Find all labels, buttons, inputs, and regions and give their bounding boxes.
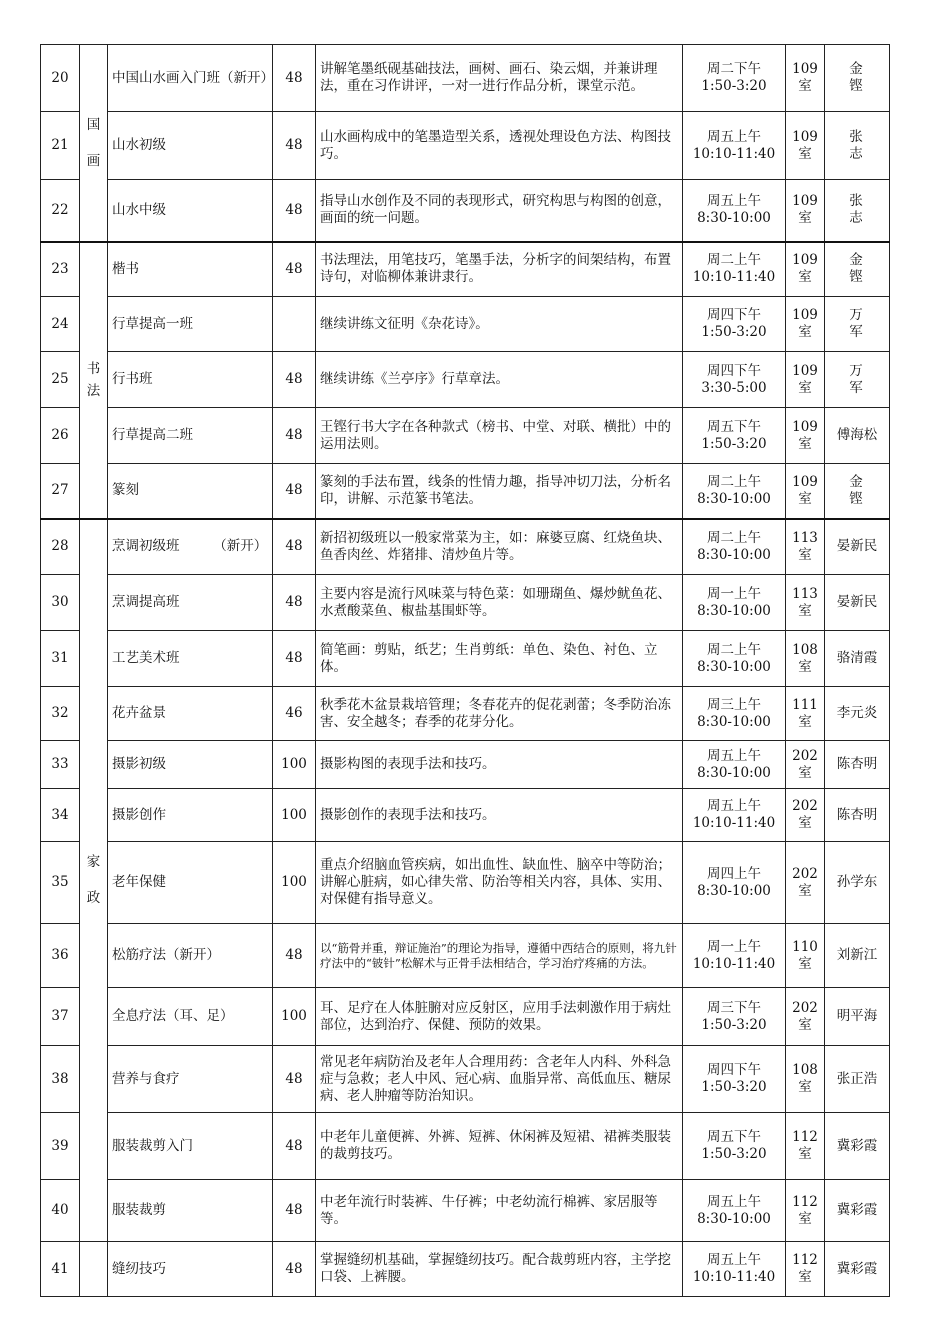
course-hours: 48 xyxy=(273,408,316,464)
course-hours: 100 xyxy=(273,842,316,924)
classroom: 109室 xyxy=(786,112,825,180)
course-hours: 100 xyxy=(273,789,316,842)
course-hours-range: 1:50-3:20 xyxy=(701,1146,767,1162)
course-time xyxy=(683,297,786,352)
row-number: 24 xyxy=(41,297,80,352)
row-number: 21 xyxy=(41,112,80,180)
course-day: 周二上午 xyxy=(707,252,761,269)
teacher-name: 金铿 xyxy=(825,242,890,297)
row-number: 31 xyxy=(41,631,80,687)
course-hours-range: 8:30-10:00 xyxy=(697,210,771,227)
table-row xyxy=(41,789,890,842)
teacher-name: 金铿 xyxy=(825,464,890,519)
course-hours: 48 xyxy=(273,242,316,297)
course-content: 中老年儿童便裤、外裤、短裤、休闲裤及短裙、裙裤类服装的裁剪技巧。 xyxy=(316,1113,683,1180)
teacher-name: 万军 xyxy=(825,297,890,352)
teacher-name: 晏新民 xyxy=(825,575,890,631)
teacher-name: 孙学东 xyxy=(825,842,890,924)
course-day: 周三下午 xyxy=(707,999,761,1016)
table-row xyxy=(41,1046,890,1113)
teacher-name: 李元炎 xyxy=(825,687,890,741)
course-hours-range: 10:10-11:40 xyxy=(692,269,776,286)
course-time xyxy=(683,519,786,575)
table-row xyxy=(41,242,890,297)
category-char: 家 xyxy=(86,854,101,871)
course-day: 周二下午 xyxy=(707,61,761,77)
course-hours: 48 xyxy=(273,352,316,408)
row-number: 22 xyxy=(41,180,80,242)
course-day: 周五下午 xyxy=(707,418,761,435)
course-content: 重点介绍脑血管疾病，如出血性、缺血性、脑卒中等防治；讲解心脏病，如心律失常、防治等相关内容，具体、实用、对保健有指导意义。 xyxy=(316,842,683,924)
course-hours: 48 xyxy=(273,1046,316,1113)
course-name: 烹调初级班 （新开） xyxy=(108,519,273,575)
course-hours: 48 xyxy=(273,519,316,575)
teacher-name: 陈杏明 xyxy=(825,741,890,789)
course-content: 摄影构图的表现手法和技巧。 xyxy=(316,741,683,789)
course-content: 中老年流行时装裤、牛仔裤；中老幼流行棉裤、家居服等等。 xyxy=(316,1180,683,1242)
course-time xyxy=(683,1242,786,1297)
table-row xyxy=(41,297,890,352)
course-day: 周四上午 xyxy=(707,865,761,882)
table-row xyxy=(41,1180,890,1242)
row-number: 27 xyxy=(41,464,80,519)
course-day: 周一上午 xyxy=(707,938,761,955)
table-row xyxy=(41,924,890,988)
course-hours-range: 10:10-11:40 xyxy=(692,955,776,972)
classroom: 108室 xyxy=(786,1046,825,1113)
course-hours xyxy=(273,297,316,352)
course-hours-range: 8:30-10:00 xyxy=(697,713,771,730)
course-day: 周五上午 xyxy=(707,1193,761,1210)
classroom: 112室 xyxy=(786,1113,825,1180)
classroom: 108室 xyxy=(786,631,825,687)
course-day: 周一上午 xyxy=(707,585,761,602)
classroom: 109室 xyxy=(786,297,825,352)
category-char: 法 xyxy=(86,383,101,399)
course-hours-range: 8:30-10:00 xyxy=(697,1210,771,1227)
teacher-name: 张志 xyxy=(825,112,890,180)
course-content: 摄影创作的表现手法和技巧。 xyxy=(316,789,683,842)
course-time xyxy=(683,789,786,842)
teacher-name: 冀彩霞 xyxy=(825,1113,890,1180)
course-time xyxy=(683,242,786,297)
course-name: 花卉盆景 xyxy=(108,687,273,741)
classroom: 110室 xyxy=(786,924,825,988)
course-day: 周四下午 xyxy=(707,1062,761,1078)
row-number: 41 xyxy=(41,1242,80,1297)
course-content: 篆刻的手法布置，线条的性情力趣，指导冲切刀法，分析名印，讲解、示范篆书笔法。 xyxy=(316,464,683,519)
course-hours: 48 xyxy=(273,45,316,112)
course-name: 营养与食疗 xyxy=(108,1046,273,1113)
table-row xyxy=(41,988,890,1046)
row-number: 26 xyxy=(41,408,80,464)
classroom: 109室 xyxy=(786,408,825,464)
category-cell xyxy=(80,519,108,1242)
row-number: 34 xyxy=(41,789,80,842)
course-hours-range: 8:30-10:00 xyxy=(697,546,771,563)
category-char: 书 xyxy=(86,361,101,377)
course-name: 楷书 xyxy=(108,242,273,297)
course-hours-range: 1:50-3:20 xyxy=(701,324,767,340)
category-char: 画 xyxy=(86,152,101,169)
course-time xyxy=(683,631,786,687)
course-name: 工艺美术班 xyxy=(108,631,273,687)
course-hours-range: 8:30-10:00 xyxy=(697,490,771,507)
course-time xyxy=(683,687,786,741)
course-hours-range: 1:50-3:20 xyxy=(701,78,767,94)
table-row xyxy=(41,575,890,631)
course-day: 周二上午 xyxy=(707,529,761,546)
course-content: 耳、足疗在人体脏腑对应反射区，应用手法刺激作用于病灶部位，达到治疗、保健、预防的效果。 xyxy=(316,988,683,1046)
course-hours-range: 1:50-3:20 xyxy=(701,1016,767,1033)
teacher-name: 金铿 xyxy=(825,45,890,112)
course-content: 指导山水创作及不同的表现形式，研究构思与构图的创意，画面的统一问题。 xyxy=(316,180,683,242)
course-content: 常见老年病防治及老年人合理用药：含老年人内科、外科急症与急救；老人中风、冠心病、血脂异常、高低血压、糖尿病、老人肿瘤等防治知识。 xyxy=(316,1046,683,1113)
classroom: 113室 xyxy=(786,519,825,575)
classroom: 202室 xyxy=(786,741,825,789)
course-name: 篆刻 xyxy=(108,464,273,519)
course-time xyxy=(683,575,786,631)
course-name: 山水中级 xyxy=(108,180,273,242)
course-hours: 48 xyxy=(273,1113,316,1180)
teacher-name: 骆清霞 xyxy=(825,631,890,687)
course-hours: 48 xyxy=(273,575,316,631)
table-row xyxy=(41,352,890,408)
course-name: 行草提高二班 xyxy=(108,408,273,464)
teacher-name: 晏新民 xyxy=(825,519,890,575)
table-row xyxy=(41,631,890,687)
course-time xyxy=(683,924,786,988)
course-hours-range: 3:30-5:00 xyxy=(701,379,767,396)
course-schedule-table xyxy=(40,44,890,1297)
course-time xyxy=(683,1180,786,1242)
course-content: 以“筋骨并重，辩证施治”的理论为指导，遵循中西结合的原则，将九针疗法中的“铍针”松解术与正骨手法相结合，学习治疗疼痛的方法。 xyxy=(316,924,683,988)
table-body xyxy=(41,45,890,1297)
row-number: 25 xyxy=(41,352,80,408)
course-hours: 48 xyxy=(273,631,316,687)
classroom: 109室 xyxy=(786,242,825,297)
table-row xyxy=(41,408,890,464)
course-hours: 48 xyxy=(273,1242,316,1297)
classroom: 109室 xyxy=(786,352,825,408)
course-day: 周五上午 xyxy=(707,747,761,764)
course-content: 秋季花木盆景栽培管理；冬春花卉的促花剥蕾；冬季防治冻害、安全越冬；春季的花芽分化。 xyxy=(316,687,683,741)
course-hours-range: 1:50-3:20 xyxy=(701,1079,767,1095)
course-content: 简笔画：剪贴，纸艺；生肖剪纸：单色、染色、衬色、立体。 xyxy=(316,631,683,687)
category-cell xyxy=(80,242,108,519)
course-day: 周三上午 xyxy=(707,696,761,713)
row-number: 40 xyxy=(41,1180,80,1242)
course-day: 周四下午 xyxy=(707,307,761,323)
category-cell xyxy=(80,1242,108,1297)
row-number: 20 xyxy=(41,45,80,112)
table-row xyxy=(41,464,890,519)
row-number: 32 xyxy=(41,687,80,741)
course-name: 全息疗法（耳、足） xyxy=(108,988,273,1046)
row-number: 28 xyxy=(41,519,80,575)
course-hours: 48 xyxy=(273,180,316,242)
course-day: 周五上午 xyxy=(707,798,761,814)
course-hours: 100 xyxy=(273,741,316,789)
course-day: 周四下午 xyxy=(707,362,761,379)
teacher-name: 张志 xyxy=(825,180,890,242)
course-hours: 48 xyxy=(273,464,316,519)
course-time xyxy=(683,408,786,464)
course-hours-range: 10:10-11:40 xyxy=(692,815,776,831)
classroom: 113室 xyxy=(786,575,825,631)
course-time xyxy=(683,842,786,924)
teacher-name: 张正浩 xyxy=(825,1046,890,1113)
row-number: 35 xyxy=(41,842,80,924)
course-hours-range: 8:30-10:00 xyxy=(697,882,771,899)
course-hours: 48 xyxy=(273,112,316,180)
course-name: 松筋疗法（新开） xyxy=(108,924,273,988)
classroom: 202室 xyxy=(786,988,825,1046)
course-name: 行书班 xyxy=(108,352,273,408)
course-name: 老年保健 xyxy=(108,842,273,924)
row-number: 33 xyxy=(41,741,80,789)
course-content: 主要内容是流行风味菜与特色菜：如珊瑚鱼、爆炒鱿鱼花、水煮酸菜鱼、椒盐基围虾等。 xyxy=(316,575,683,631)
course-time xyxy=(683,1046,786,1113)
classroom: 202室 xyxy=(786,789,825,842)
classroom: 109室 xyxy=(786,45,825,112)
classroom: 109室 xyxy=(786,464,825,519)
course-content: 书法理法，用笔技巧，笔墨手法，分析字的间架结构，布置诗句，对临柳体兼讲隶行。 xyxy=(316,242,683,297)
teacher-name: 万军 xyxy=(825,352,890,408)
course-hours-range: 8:30-10:00 xyxy=(697,602,771,619)
course-content: 掌握缝纫机基础，掌握缝纫技巧。配合裁剪班内容，主学挖口袋、上裤腰。 xyxy=(316,1242,683,1297)
course-hours-range: 10:10-11:40 xyxy=(692,145,776,162)
course-day: 周二上午 xyxy=(707,473,761,490)
course-hours: 46 xyxy=(273,687,316,741)
course-day: 周五上午 xyxy=(707,128,761,145)
course-content: 山水画构成中的笔墨造型关系，透视处理设色方法、构图技巧。 xyxy=(316,112,683,180)
teacher-name: 陈杏明 xyxy=(825,789,890,842)
course-content: 继续讲练文征明《杂花诗》。 xyxy=(316,297,683,352)
course-name: 服装裁剪入门 xyxy=(108,1113,273,1180)
table-row xyxy=(41,687,890,741)
course-time xyxy=(683,464,786,519)
course-hours-range: 10:10-11:40 xyxy=(692,1269,776,1285)
course-hours: 48 xyxy=(273,1180,316,1242)
course-time xyxy=(683,1113,786,1180)
row-number: 36 xyxy=(41,924,80,988)
table-row xyxy=(41,45,890,112)
row-number: 39 xyxy=(41,1113,80,1180)
course-time xyxy=(683,45,786,112)
course-hours-range: 8:30-10:00 xyxy=(697,764,771,781)
course-hours-range: 8:30-10:00 xyxy=(697,658,771,675)
classroom: 112室 xyxy=(786,1242,825,1297)
row-number: 23 xyxy=(41,242,80,297)
course-time xyxy=(683,352,786,408)
course-name: 中国山水画入门班（新开） xyxy=(108,45,273,112)
classroom: 109室 xyxy=(786,180,825,242)
table-row xyxy=(41,112,890,180)
classroom: 112室 xyxy=(786,1180,825,1242)
course-name: 烹调提高班 xyxy=(108,575,273,631)
course-time xyxy=(683,112,786,180)
course-day: 周二上午 xyxy=(707,641,761,658)
course-time xyxy=(683,180,786,242)
table-row xyxy=(41,842,890,924)
course-name: 服装裁剪 xyxy=(108,1180,273,1242)
row-number: 37 xyxy=(41,988,80,1046)
course-name: 行草提高一班 xyxy=(108,297,273,352)
course-hours: 100 xyxy=(273,988,316,1046)
teacher-name: 刘新江 xyxy=(825,924,890,988)
table-row xyxy=(41,180,890,242)
table-row xyxy=(41,741,890,789)
teacher-name: 明平海 xyxy=(825,988,890,1046)
course-content: 讲解笔墨纸砚基础技法，画树、画石、染云烟，并兼讲理法，重在习作讲评，一对一进行作品分析，课堂示范。 xyxy=(316,45,683,112)
course-name: 山水初级 xyxy=(108,112,273,180)
course-hours: 48 xyxy=(273,924,316,988)
course-day: 周五下午 xyxy=(707,1129,761,1145)
category-char: 政 xyxy=(86,890,101,907)
row-number: 38 xyxy=(41,1046,80,1113)
course-name: 缝纫技巧 xyxy=(108,1242,273,1297)
table-row xyxy=(41,1242,890,1297)
course-content: 新招初级班以一般家常菜为主，如：麻婆豆腐、红烧鱼块、鱼香肉丝、炸猪排、清炒鱼片等。 xyxy=(316,519,683,575)
table-row xyxy=(41,1113,890,1180)
teacher-name: 傅海松 xyxy=(825,408,890,464)
course-content: 王铿行书大字在各种款式（榜书、中堂、对联、横批）中的运用法则。 xyxy=(316,408,683,464)
course-time xyxy=(683,741,786,789)
course-time xyxy=(683,988,786,1046)
classroom: 111室 xyxy=(786,687,825,741)
classroom: 202室 xyxy=(786,842,825,924)
table-row xyxy=(41,519,890,575)
course-content: 继续讲练《兰亭序》行草章法。 xyxy=(316,352,683,408)
teacher-name: 冀彩霞 xyxy=(825,1242,890,1297)
course-name: 摄影创作 xyxy=(108,789,273,842)
course-name: 摄影初级 xyxy=(108,741,273,789)
course-day: 周五上午 xyxy=(707,1252,761,1268)
category-cell xyxy=(80,45,108,242)
teacher-name: 冀彩霞 xyxy=(825,1180,890,1242)
course-day: 周五上午 xyxy=(707,193,761,210)
course-hours-range: 1:50-3:20 xyxy=(701,435,767,452)
category-char: 国 xyxy=(86,116,101,133)
row-number: 30 xyxy=(41,575,80,631)
